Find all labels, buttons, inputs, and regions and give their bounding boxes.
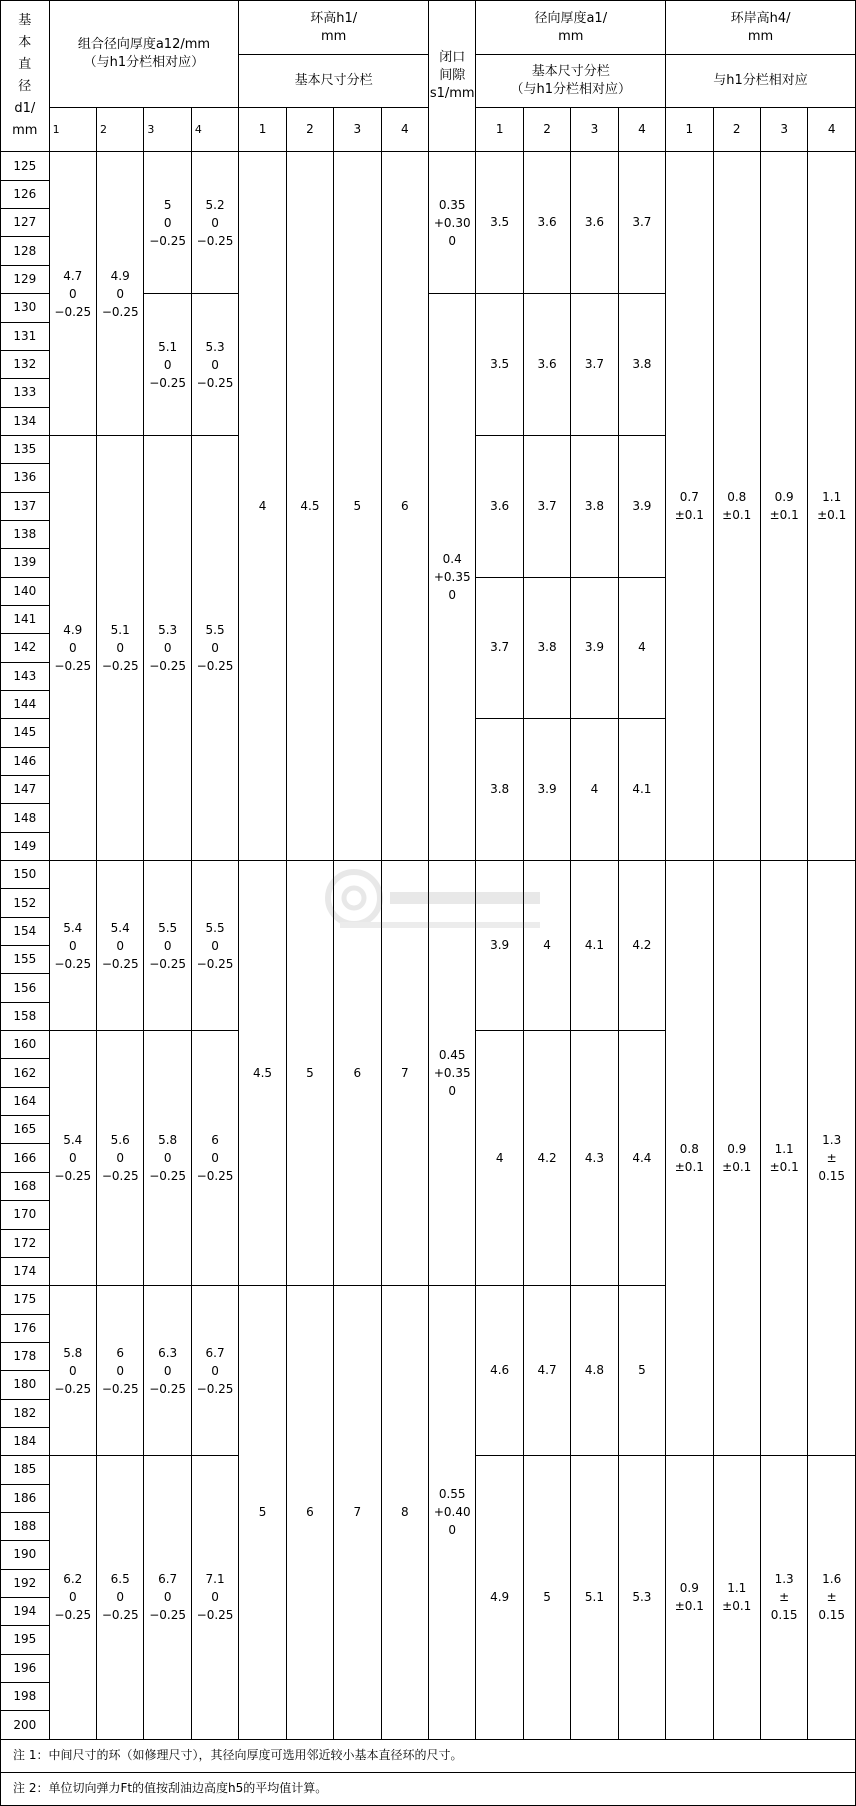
diameter-cell: 143 — [1, 662, 50, 690]
header-col-number: 1 — [49, 108, 96, 152]
diameter-cell: 142 — [1, 634, 50, 662]
h1-cell: 8 — [381, 1286, 428, 1740]
h1-cell: 5 — [286, 861, 333, 1286]
a1-cell: 5.1 — [571, 1456, 618, 1739]
a12-cell: 5.4 0 −0.25 — [97, 861, 144, 1031]
a1-cell: 3.5 — [476, 294, 523, 436]
diameter-cell: 170 — [1, 1201, 50, 1229]
header-col-number: 1 — [239, 108, 286, 152]
a1-cell: 4.2 — [523, 1031, 570, 1286]
diameter-cell: 184 — [1, 1427, 50, 1455]
header-diameter-char: 直 — [18, 57, 32, 73]
diameter-cell: 138 — [1, 520, 50, 548]
header-diameter-char: 径 — [18, 79, 32, 95]
h4-cell: 1.1 ±0.1 — [760, 861, 807, 1456]
diameter-cell: 166 — [1, 1144, 50, 1172]
diameter-cell: 127 — [1, 209, 50, 237]
diameter-cell: 133 — [1, 379, 50, 407]
diameter-cell: 125 — [1, 152, 50, 180]
diameter-cell: 131 — [1, 322, 50, 350]
diameter-cell: 186 — [1, 1484, 50, 1512]
diameter-cell: 185 — [1, 1456, 50, 1484]
diameter-cell: 195 — [1, 1626, 50, 1654]
h1-cell: 4.5 — [286, 152, 333, 861]
h1-cell: 7 — [381, 861, 428, 1286]
a12-cell: 6.2 0 −0.25 — [49, 1456, 96, 1739]
diameter-cell: 176 — [1, 1314, 50, 1342]
a12-cell: 5.2 0 −0.25 — [191, 152, 238, 294]
a1-cell: 5 — [618, 1286, 665, 1456]
header-col-number: 2 — [286, 108, 333, 152]
diameter-cell: 154 — [1, 917, 50, 945]
h1-cell: 6 — [286, 1286, 333, 1740]
h4-cell: 0.8 ±0.1 — [713, 152, 760, 861]
header-col-number: 3 — [334, 108, 381, 152]
diameter-cell: 126 — [1, 180, 50, 208]
a1-cell: 3.8 — [571, 435, 618, 577]
a12-cell: 6 0 −0.25 — [191, 1031, 238, 1286]
diameter-cell: 165 — [1, 1116, 50, 1144]
h1-cell: 4 — [239, 152, 286, 861]
h4-cell: 0.9 ±0.1 — [666, 1456, 713, 1739]
diameter-cell: 136 — [1, 464, 50, 492]
a12-cell: 5.5 0 −0.25 — [191, 435, 238, 860]
a1-cell: 4.8 — [571, 1286, 618, 1456]
a12-cell: 6.5 0 −0.25 — [97, 1456, 144, 1739]
a12-cell: 5.4 0 −0.25 — [49, 1031, 96, 1286]
h1-cell: 5 — [334, 152, 381, 861]
s1-cell: 0.4 +0.35 0 — [429, 294, 476, 861]
a1-cell: 3.6 — [523, 294, 570, 436]
diameter-cell: 168 — [1, 1172, 50, 1200]
diameter-cell: 198 — [1, 1683, 50, 1711]
a12-cell: 5.6 0 −0.25 — [97, 1031, 144, 1286]
h1-cell: 6 — [381, 152, 428, 861]
header-h1-sub: 基本尺寸分栏 — [239, 55, 429, 108]
h4-cell: 0.8 ±0.1 — [666, 861, 713, 1456]
diameter-cell: 129 — [1, 265, 50, 293]
a12-cell: 5.8 0 −0.25 — [144, 1031, 191, 1286]
diameter-cell: 146 — [1, 747, 50, 775]
diameter-cell: 137 — [1, 492, 50, 520]
a12-cell: 6.7 0 −0.25 — [191, 1286, 238, 1456]
header-a1-sub: 基本尺寸分栏 （与h1分栏相对应） — [476, 55, 666, 108]
a1-cell: 3.7 — [523, 435, 570, 577]
header-col-number: 4 — [381, 108, 428, 152]
diameter-cell: 130 — [1, 294, 50, 322]
a12-cell: 7.1 0 −0.25 — [191, 1456, 238, 1739]
a1-cell: 5.3 — [618, 1456, 665, 1739]
a1-cell: 4.1 — [618, 719, 665, 861]
header-col-number: 2 — [713, 108, 760, 152]
a12-cell: 6 0 −0.25 — [97, 1286, 144, 1456]
diameter-cell: 156 — [1, 974, 50, 1002]
a1-cell: 3.9 — [476, 861, 523, 1031]
a12-cell: 5.3 0 −0.25 — [191, 294, 238, 436]
diameter-cell: 190 — [1, 1541, 50, 1569]
diameter-cell: 149 — [1, 832, 50, 860]
a12-cell: 5 0 −0.25 — [144, 152, 191, 294]
header-diameter — [1, 1, 50, 152]
diameter-cell: 135 — [1, 435, 50, 463]
s1-cell: 0.45 +0.35 0 — [429, 861, 476, 1286]
a1-cell: 4.7 — [523, 1286, 570, 1456]
header-col-number: 3 — [144, 108, 191, 152]
a1-cell: 3.9 — [618, 435, 665, 577]
header-h4-sub: 与h1分栏相对应 — [666, 55, 856, 108]
a1-cell: 3.8 — [618, 294, 665, 436]
table-note: 注 1：中间尺寸的环（如修理尺寸），其径向厚度可选用邻近较小基本直径环的尺寸。 — [1, 1739, 856, 1772]
h4-cell: 1.3 ± 0.15 — [760, 1456, 807, 1739]
h1-cell: 4.5 — [239, 861, 286, 1286]
diameter-cell: 192 — [1, 1569, 50, 1597]
h4-cell: 1.3 ± 0.15 — [808, 861, 856, 1456]
a1-cell: 4 — [571, 719, 618, 861]
diameter-cell: 128 — [1, 237, 50, 265]
diameter-cell: 134 — [1, 407, 50, 435]
diameter-cell: 139 — [1, 549, 50, 577]
diameter-cell: 141 — [1, 605, 50, 633]
s1-cell: 0.35 +0.30 0 — [429, 152, 476, 294]
a12-cell: 5.8 0 −0.25 — [49, 1286, 96, 1456]
header-col-number: 2 — [523, 108, 570, 152]
header-col-number: 3 — [571, 108, 618, 152]
h4-cell: 1.6 ± 0.15 — [808, 1456, 856, 1739]
diameter-cell: 180 — [1, 1371, 50, 1399]
a1-cell: 3.9 — [571, 577, 618, 719]
diameter-cell: 188 — [1, 1512, 50, 1540]
diameter-cell: 196 — [1, 1654, 50, 1682]
a12-cell: 5.4 0 −0.25 — [49, 861, 96, 1031]
diameter-cell: 148 — [1, 804, 50, 832]
a12-cell: 5.5 0 −0.25 — [191, 861, 238, 1031]
a1-cell: 3.9 — [523, 719, 570, 861]
a12-cell: 4.9 0 −0.25 — [49, 435, 96, 860]
h4-cell: 0.9 ±0.1 — [713, 861, 760, 1456]
a1-cell: 3.5 — [476, 152, 523, 294]
a1-cell: 4.9 — [476, 1456, 523, 1739]
a1-cell: 4.3 — [571, 1031, 618, 1286]
h4-cell: 0.9 ±0.1 — [760, 152, 807, 861]
diameter-cell: 147 — [1, 776, 50, 804]
header-diameter-char: mm — [12, 123, 38, 139]
header-h1: 环高h1/ mm — [239, 1, 429, 55]
a12-cell: 5.3 0 −0.25 — [144, 435, 191, 860]
h4-cell: 0.7 ±0.1 — [666, 152, 713, 861]
h1-cell: 6 — [334, 861, 381, 1286]
a1-cell: 4.1 — [571, 861, 618, 1031]
h4-cell: 1.1 ±0.1 — [808, 152, 856, 861]
header-diameter-char: d1/ — [14, 101, 36, 117]
header-a1: 径向厚度a1/ mm — [476, 1, 666, 55]
header-col-number: 2 — [97, 108, 144, 152]
table-row — [1, 861, 856, 889]
a1-cell: 3.8 — [476, 719, 523, 861]
header-col-number: 4 — [191, 108, 238, 152]
table-row — [1, 152, 856, 180]
diameter-cell: 140 — [1, 577, 50, 605]
diameter-cell: 194 — [1, 1597, 50, 1625]
a1-cell: 4.2 — [618, 861, 665, 1031]
a12-cell: 4.9 0 −0.25 — [97, 152, 144, 435]
diameter-cell: 150 — [1, 861, 50, 889]
header-col-number: 4 — [808, 108, 856, 152]
diameter-cell: 145 — [1, 719, 50, 747]
a1-cell: 5 — [523, 1456, 570, 1739]
a12-cell: 4.7 0 −0.25 — [49, 152, 96, 435]
diameter-cell: 182 — [1, 1399, 50, 1427]
h4-cell: 1.1 ±0.1 — [713, 1456, 760, 1739]
a1-cell: 3.7 — [618, 152, 665, 294]
a1-cell: 3.8 — [523, 577, 570, 719]
a1-cell: 3.7 — [476, 577, 523, 719]
a1-cell: 3.6 — [476, 435, 523, 577]
header-a12: 组合径向厚度a12/mm （与h1分栏相对应） — [49, 1, 239, 108]
diameter-cell: 162 — [1, 1059, 50, 1087]
diameter-cell: 175 — [1, 1286, 50, 1314]
a12-cell: 5.1 0 −0.25 — [97, 435, 144, 860]
a1-cell: 3.7 — [571, 294, 618, 436]
header-col-number: 1 — [476, 108, 523, 152]
a1-cell: 4 — [618, 577, 665, 719]
header-diameter-char: 本 — [18, 35, 32, 51]
a12-cell: 6.7 0 −0.25 — [144, 1456, 191, 1739]
diameter-cell: 155 — [1, 946, 50, 974]
a1-cell: 3.6 — [523, 152, 570, 294]
diameter-cell: 152 — [1, 889, 50, 917]
a1-cell: 4.4 — [618, 1031, 665, 1286]
table-note: 注 2：单位切向弹力Ft的值按刮油边高度h5的平均值计算。 — [1, 1772, 856, 1805]
header-s1: 闭口 间隙 s1/mm — [429, 1, 476, 152]
a1-cell: 3.6 — [571, 152, 618, 294]
header-col-number: 1 — [666, 108, 713, 152]
diameter-cell: 160 — [1, 1031, 50, 1059]
a12-cell: 6.3 0 −0.25 — [144, 1286, 191, 1456]
h1-cell: 7 — [334, 1286, 381, 1740]
s1-cell: 0.55 +0.40 0 — [429, 1286, 476, 1740]
header-col-number: 3 — [760, 108, 807, 152]
header-col-number: 4 — [618, 108, 665, 152]
header-diameter-char: 基 — [18, 13, 32, 29]
diameter-cell: 174 — [1, 1257, 50, 1285]
diameter-cell: 132 — [1, 350, 50, 378]
a1-cell: 4.6 — [476, 1286, 523, 1456]
a12-cell: 5.1 0 −0.25 — [144, 294, 191, 436]
diameter-cell: 144 — [1, 690, 50, 718]
a1-cell: 4 — [476, 1031, 523, 1286]
diameter-cell: 172 — [1, 1229, 50, 1257]
diameter-cell: 178 — [1, 1342, 50, 1370]
diameter-cell: 164 — [1, 1087, 50, 1115]
diameter-cell: 158 — [1, 1002, 50, 1030]
a1-cell: 4 — [523, 861, 570, 1031]
header-h4: 环岸高h4/ mm — [666, 1, 856, 55]
diameter-cell: 200 — [1, 1711, 50, 1739]
h1-cell: 5 — [239, 1286, 286, 1740]
a12-cell: 5.5 0 −0.25 — [144, 861, 191, 1031]
